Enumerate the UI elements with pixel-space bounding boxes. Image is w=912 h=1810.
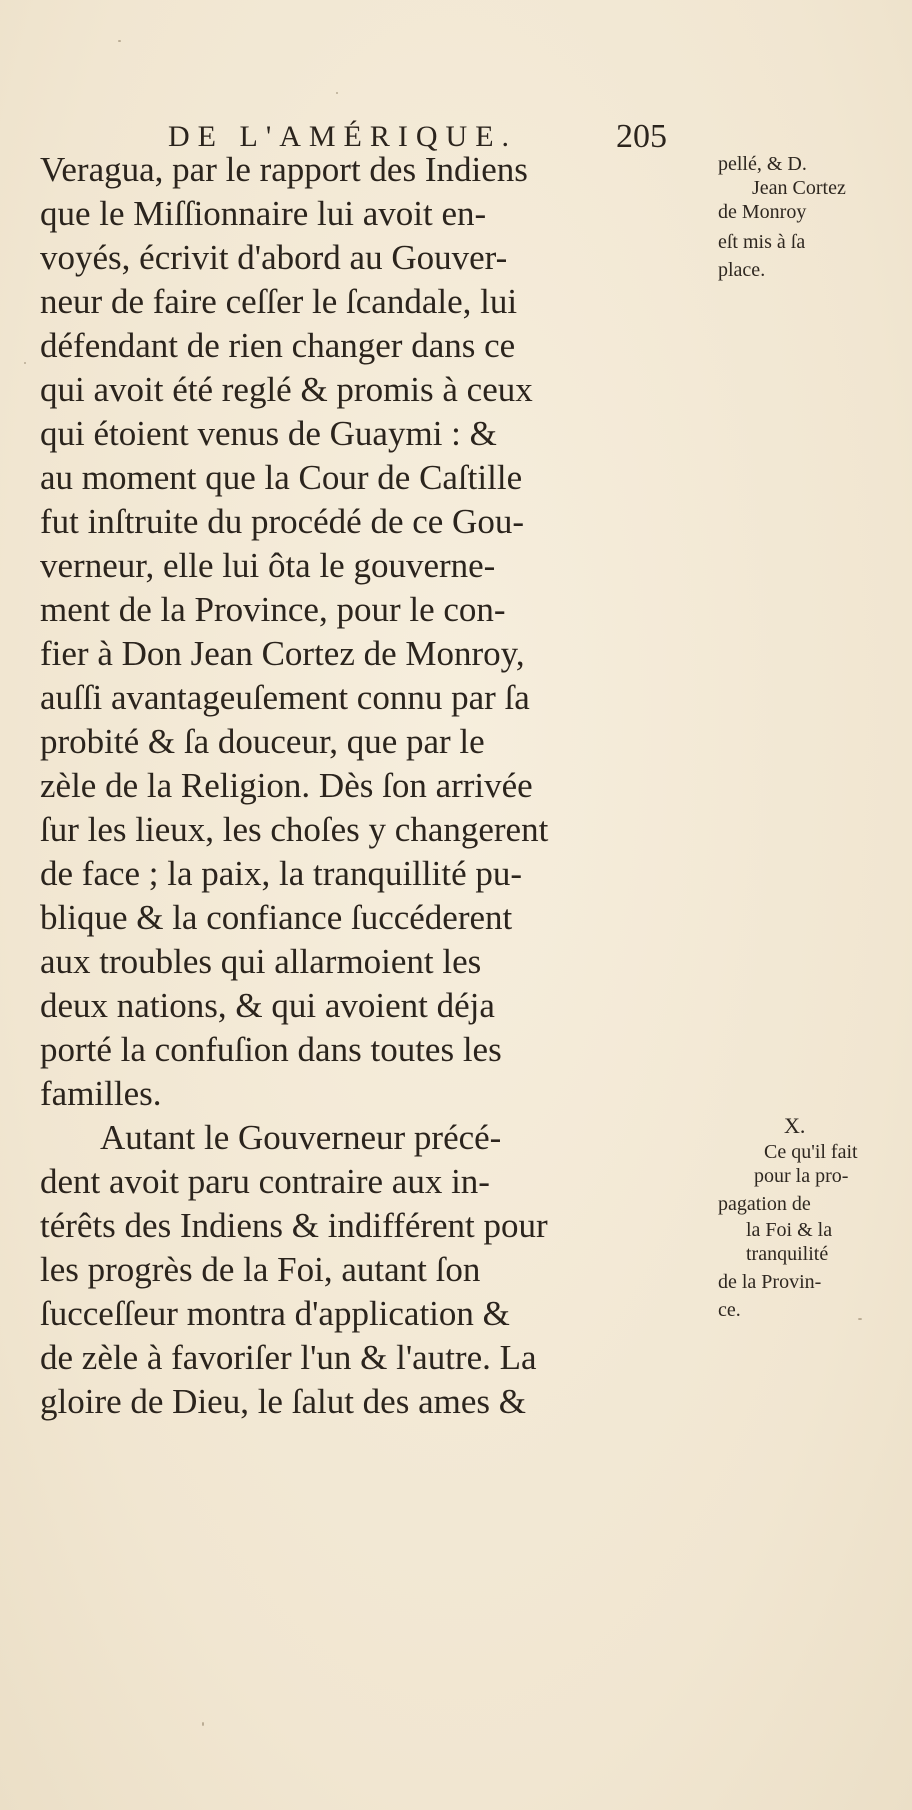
text-line-28: de zèle à favoriſer l'un & l'autre. La [40,1338,537,1377]
text-line-1: Veragua, par le rapport des Indiens [40,150,528,189]
text-line-5: défendant de rien changer dans ce [40,326,516,365]
margin-note-1-line-2: Jean Cortez [752,177,846,199]
margin-note-1-line-1: pellé, & D. [718,153,807,175]
margin-note-2-line-4: la Foi & la [746,1219,833,1241]
margin-note-1-line-4: eſt mis à ſa [718,231,806,253]
paper-speck [118,40,121,42]
margin-note-2-line-6: de la Provin- [718,1271,822,1293]
margin-note-1-line-5: place. [718,259,766,281]
text-line-6: qui avoit été reglé & promis à ceux [40,370,533,409]
text-line-17: de face ; la paix, la tranquillité pu- [40,854,523,893]
text-line-27: ſucceſſeur montra d'application & [40,1294,510,1333]
text-line-3: voyés, écrivit d'abord au Gouver- [40,238,508,277]
text-line-21: porté la confuſion dans toutes les [40,1030,502,1069]
running-title: DE L'AMÉRIQUE. [168,120,518,153]
margin-note-2-line-3: pagation de [718,1193,811,1215]
paper-speck [858,1318,862,1320]
margin-note-2-line-1: Ce qu'il fait [764,1141,858,1163]
text-line-4: neur de faire ceſſer le ſcandale, lui [40,282,518,321]
page-number: 205 [616,118,667,155]
paper-speck [202,1722,204,1726]
paper-speck [24,362,26,364]
text-line-16: ſur les lieux, les choſes y changerent [40,810,549,849]
text-line-14: probité & ſa douceur, que par le [40,722,485,761]
margin-note-2-line-7: ce. [718,1299,741,1321]
text-line-12: fier à Don Jean Cortez de Monroy, [40,634,525,673]
margin-note-2-line-2: pour la pro- [754,1165,849,1187]
margin-note-2-line-5: tranquilité [746,1243,829,1265]
text-line-24: dent avoit paru contraire aux in- [40,1162,490,1201]
text-line-2: que le Miſſionnaire lui avoit en- [40,194,487,233]
text-line-20: deux nations, & qui avoient déja [40,986,495,1025]
text-line-23: Autant le Gouverneur précé- [100,1118,502,1157]
text-line-8: au moment que la Cour de Caſtille [40,458,523,497]
text-line-25: térêts des Indiens & indifférent pour [40,1206,548,1245]
text-line-9: fut inſtruite du procédé de ce Gou- [40,502,524,541]
text-line-29: gloire de Dieu, le ſalut des ames & [40,1382,526,1421]
text-line-10: verneur, elle lui ôta le gouverne- [40,546,496,585]
margin-note-2-number: X. [784,1113,806,1138]
text-line-11: ment de la Province, pour le con- [40,590,506,629]
paper-speck [336,92,338,94]
text-line-15: zèle de la Religion. Dès ſon arrivée [40,766,533,805]
margin-note-1-line-3: de Monroy [718,201,807,223]
text-line-7: qui étoient venus de Guaymi : & [40,414,497,453]
text-line-22: familles. [40,1074,162,1113]
text-line-26: les progrès de la Foi, autant ſon [40,1250,481,1289]
text-line-19: aux troubles qui allarmoient les [40,942,482,981]
text-line-18: blique & la confiance ſuccéderent [40,898,513,937]
text-line-13: auſſi avantageuſement connu par ſa [40,678,530,717]
